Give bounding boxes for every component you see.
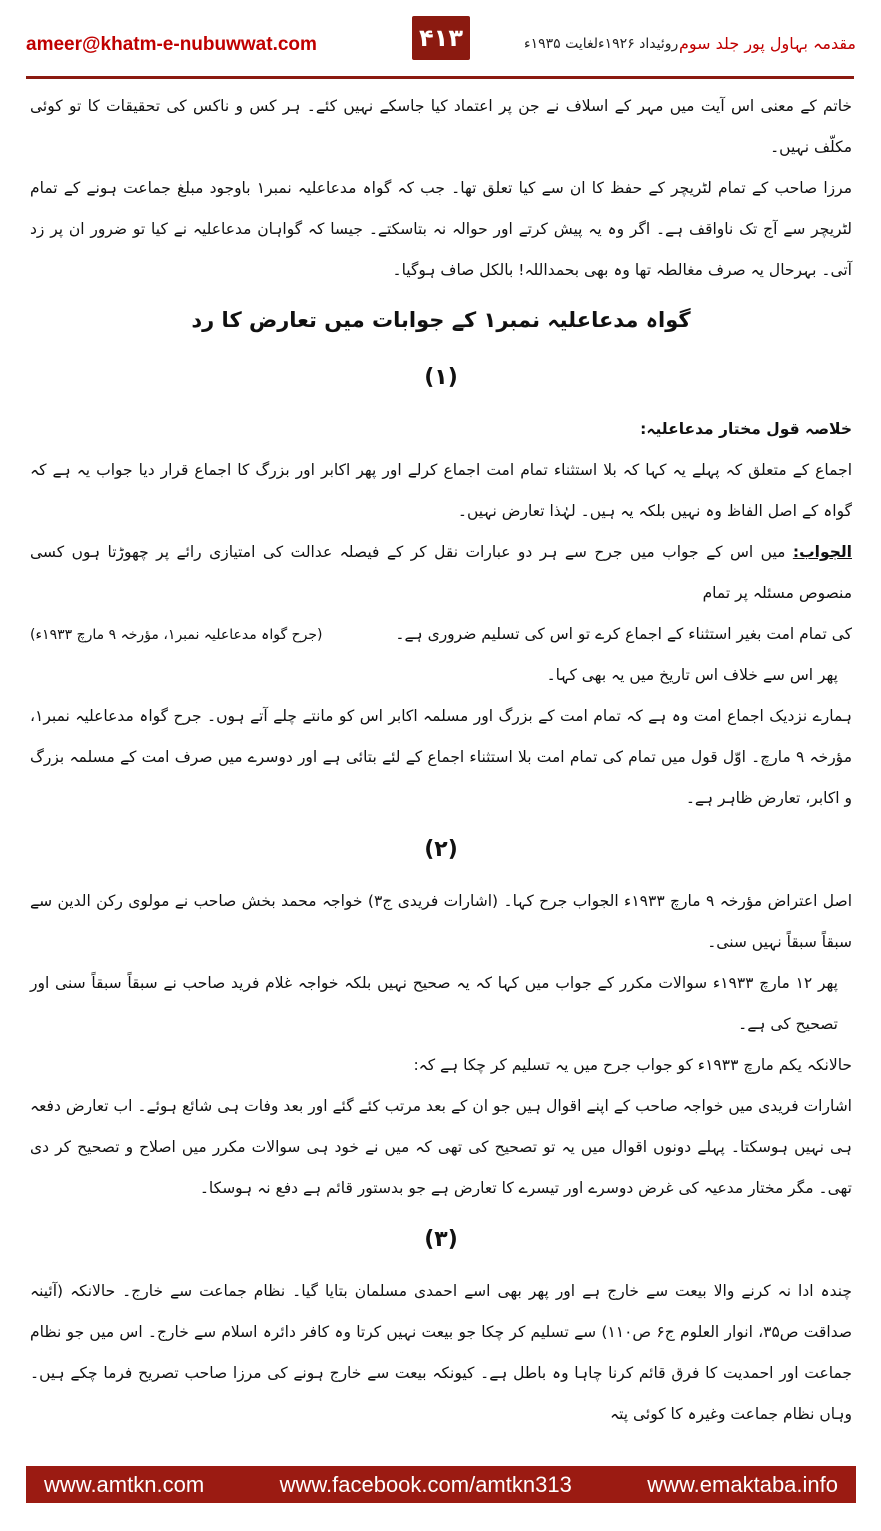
contrary-line: پھر اس سے خلاف اس تاریخ میں یہ بھی کہا۔ (546, 666, 838, 684)
header-email-link[interactable]: ameer@khatm-e-nubuwwat.com (26, 34, 317, 55)
answer-label: الجواب: (792, 543, 852, 561)
answer-text: میں اس کے جواب میں جرح سے ہر دو عبارات نقل کر کے فیصلہ عدالت کی امتیازی رائے پر چھوڑتا ہوں کسی منصوص مسئلہ پر تمام (30, 543, 852, 602)
header-roydad-text: روئیداد ۱۹۲۶ءلغایت ۱۹۳۵ء (524, 36, 679, 52)
answer-reference: (جرح گواہ مدعاعلیہ نمبر۱، مؤرخہ ۹ مارچ ۱۹۳۳ء) (30, 627, 323, 643)
intro-paragraph-1: خاتم کے معنی اس آیت میں مہر کے اسلاف نے جن پر اعتماد کیا جاسکے نہیں کئے۔ ہر کس و ناکس کی تحقیقات کا تو کوئی مکلّف نہیں۔ (30, 97, 852, 156)
section-number-2: (۲) (424, 837, 458, 862)
footer-link-emaktaba[interactable]: www.emaktaba.info (647, 1471, 838, 1497)
statement-paragraph: ہمارے نزدیک اجماع امت وہ ہے کہ تمام امت کے بزرگ اور مسلمہ اکابر اس کو مانتے چلے آتے ہوں۔ جرح گواہ مدعاعلیہ نمبر۱، مؤرخہ ۹ مارچ۔ اوّل قول میں تمام کی تمام امت بلا استثناء اجماع کے لئے بتائی ہے اور دوسرے میں صرف امت کے مسلمہ بزرگ و اکابر، تعارض ظاہر ہے۔ (30, 707, 852, 807)
answer-continuation-row (30, 614, 852, 655)
page-header (26, 14, 856, 76)
page-footer (26, 1466, 856, 1503)
header-book-title: مقدمہ بہاول پور جلد سوم (678, 34, 856, 53)
page-body (30, 86, 852, 1435)
summary-label: خلاصہ قول مختار مدعاعلیہ: (640, 420, 852, 438)
answer-paragraph (30, 532, 852, 614)
section-number-3: (۳) (424, 1227, 458, 1252)
answer-continuation: کی تمام امت بغیر استثناء کے اجماع کرے تو اس کی تسلیم ضروری ہے۔ (395, 625, 852, 643)
section2-paragraph-1: اصل اعتراض مؤرخہ ۹ مارچ ۱۹۳۳ء الجواب جرح کہا۔ (اشارات فریدی ج۳) خواجہ محمد بخش صاحب نے مولوی رکن الدین سے سبقاً سبقاً نہیں سنی۔ (30, 892, 853, 951)
section2-paragraph-2: پھر ۱۲ مارچ ۱۹۳۳ء سوالات مکرر کے جواب میں کہا کہ یہ صحیح نہیں بلکہ خواجہ غلام فرید صاحب نے سبقاً سبقاً سنی اور تصحیح کی ہے۔ (30, 974, 838, 1033)
intro-paragraph-2: مرزا صاحب کے تمام لٹریچر کے حفظ کا ان سے کیا تعلق تھا۔ جب کہ گواہ مدعاعلیہ نمبر۱ باوجود مبلغ جماعت ہونے کے تمام لٹریچر سے آج تک ناواقف ہے۔ اگر وہ یہ پیش کرتے اور حوالہ نہ بتاسکتے۔ جیسا کہ گواہان مدعاعلیہ نے کیا تو ضرور ان پر زد آتی۔ بہرحال یہ صرف مغالطہ تھا وہ بھی بحمداللہ! بالکل صاف ہوگیا۔ (30, 179, 852, 279)
section2-paragraph-4: اشارات فریدی میں خواجہ صاحب کے اپنے اقوال ہیں جو ان کے بعد مرتب کئے گئے اور بعد وفات ہی شائع ہوئے۔ اب تعارض دفعہ ہی نہیں ہوسکتا۔ پہلے دونوں اقوال میں یہ تو تصحیح کی تھی کہ میں نے خود ہی سوالات مکرر میں اصلاح و تصحیح کر دی تھی۔ مگر مختار مدعیہ کی غرض دوسرے اور تیسرے کا تعارض ہے جو بدستور قائم ہے دفع نہ ہوسکا۔ (30, 1097, 852, 1197)
section2-paragraph-3: حالانکہ یکم مارچ ۱۹۳۳ء کو جواب جرح میں یہ تسلیم کر چکا ہے کہ: (413, 1056, 852, 1074)
page-number-badge: ۴۱۳ (412, 16, 470, 60)
footer-link-facebook[interactable]: www.facebook.com/amtkn313 (279, 1471, 572, 1497)
section3-paragraph-1: چندہ ادا نہ کرنے والا بیعت سے خارج ہے اور پھر بھی اسے احمدی مسلمان بتایا گیا۔ نظام جماعت سے خارج۔ حالانکہ (آئینہ صداقت ص۳۵، انوار العلوم ج۶ ص۱۱۰) سے تسلیم کر چکا جو بیعت نہیں کرتا وہ کافر دائرہ اسلام سے خارج۔ اس میں جو نظام جماعت اور احمدیت کا فرق قائم کرنا چاہا وہ باطل ہے۔ کیونکہ بیعت سے خارج ہونے کی مرزا صاحب تصریح فرما چکے ہیں۔ وہاں نظام جماعت وغیرہ کا کوئی پتہ (30, 1282, 852, 1423)
footer-link-amtkn[interactable]: www.amtkn.com (44, 1471, 205, 1497)
section-heading: گواہ مدعاعلیہ نمبر۱ کے جوابات میں تعارض کا رد (191, 308, 691, 332)
header-divider (26, 76, 854, 79)
summary-paragraph: اجماع کے متعلق کہ پہلے یہ کہا کہ بلا استثناء تمام امت اجماع کرلے اور پھر اکابر اور بزرگ کا اجماع قرار دیا جواب یہ ہے کہ گواہ کے اصل الفاظ وہ نہیں بلکہ یہ ہیں۔ لہٰذا تعارض نہیں۔ (30, 461, 852, 520)
section-number-1: (۱) (424, 365, 458, 390)
